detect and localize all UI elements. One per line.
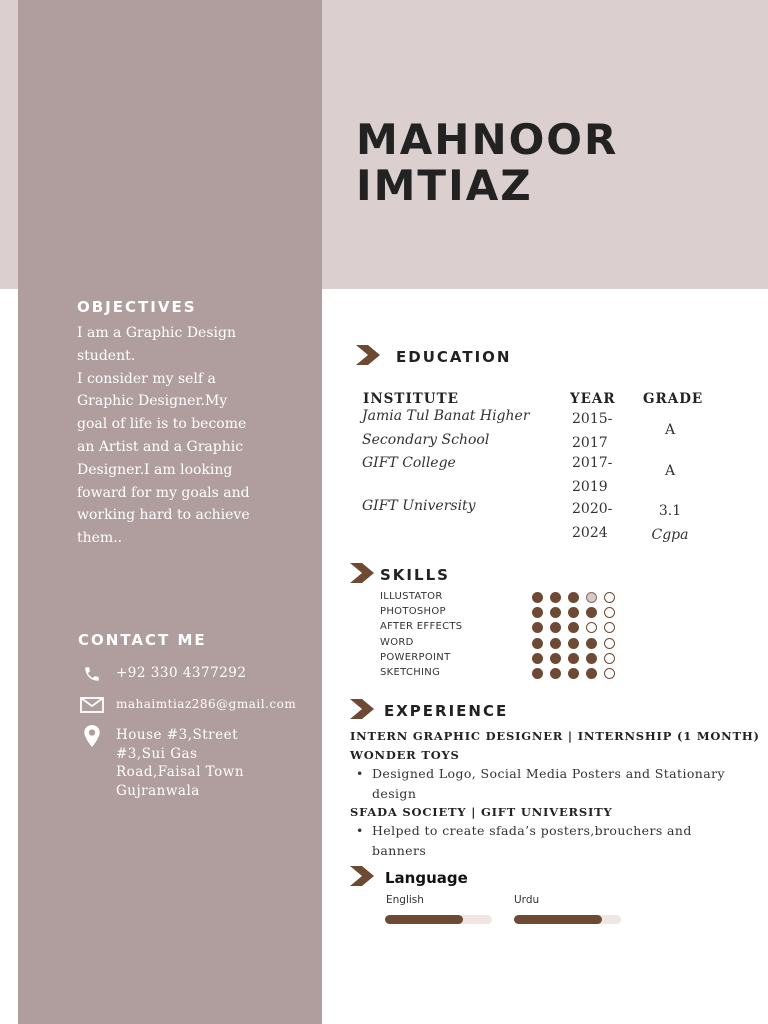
chevron-right-icon	[350, 563, 376, 587]
skill-rating	[532, 653, 622, 664]
objectives-line: Graphic Designer.My	[77, 393, 228, 410]
bullet-line: Designed Logo, Social Media Posters and Stationary	[372, 766, 725, 781]
phone-number[interactable]: +92 330 4377292	[116, 665, 247, 681]
institute-line: GIFT College	[362, 455, 456, 471]
location-pin-icon	[80, 726, 104, 746]
skill-dot	[586, 592, 597, 603]
contact-heading: CONTACT ME	[78, 631, 207, 649]
contact-email	[80, 695, 296, 715]
skill-dot	[568, 653, 579, 664]
year-line: 2020-	[572, 501, 613, 517]
objectives-heading: OBJECTIVES	[77, 298, 197, 316]
institute-line: GIFT University	[362, 498, 476, 514]
experience-title: WONDER TOYS	[350, 748, 460, 762]
skill-rating	[532, 622, 622, 633]
skill-name: WORD	[380, 636, 414, 648]
skill-dot	[550, 638, 561, 649]
objectives-line: Designer.I am looking	[77, 461, 233, 478]
skill-dot	[604, 622, 615, 633]
language-bar-english	[385, 915, 492, 924]
skill-dot	[532, 653, 543, 664]
language-name: English	[386, 894, 424, 906]
chevron-right-icon	[350, 866, 376, 890]
skill-rating	[532, 607, 622, 618]
phone-icon	[80, 664, 104, 684]
grade-line: A	[664, 463, 676, 479]
skill-dot	[586, 622, 597, 633]
language-heading: Language	[385, 869, 468, 887]
envelope-icon	[80, 695, 104, 715]
contact-phone	[80, 664, 246, 684]
experience-title: INTERN GRAPHIC DESIGNER | INTERNSHIP (1 MONTH)	[350, 729, 760, 743]
skill-dot	[568, 607, 579, 618]
language-bar-fill	[385, 915, 463, 924]
skill-dot	[550, 592, 561, 603]
institute-line: Secondary School	[362, 431, 490, 448]
address-line: House #3,Street	[116, 727, 239, 743]
language-name: Urdu	[514, 894, 540, 906]
education-section-header	[356, 345, 511, 369]
skill-dot	[532, 668, 543, 679]
skill-name: PHOTOSHOP	[380, 606, 446, 618]
objectives-text	[77, 322, 282, 550]
grade-line: Cgpa	[651, 526, 689, 543]
education-col-grade: GRADE	[643, 391, 704, 407]
institute-line: Jamia Tul Banat Higher	[362, 408, 530, 424]
skill-rating	[532, 668, 622, 679]
year-line: 2019	[572, 478, 608, 495]
year-line: 2024	[572, 524, 608, 541]
education-year	[572, 498, 612, 545]
objectives-line: foward for my goals and	[77, 484, 250, 501]
skill-dot	[550, 622, 561, 633]
skill-dot	[604, 653, 615, 664]
education-institute	[362, 452, 456, 476]
skill-dot	[586, 668, 597, 679]
education-institute	[362, 405, 530, 452]
skill-dot	[532, 607, 543, 618]
education-grade	[642, 500, 698, 547]
language-section-header	[350, 866, 468, 890]
language-bar-fill	[514, 915, 602, 924]
experience-title: SFADA SOCIETY | GIFT UNIVERSITY	[350, 805, 613, 819]
skill-dot	[604, 638, 615, 649]
skill-name: AFTER EFFECTS	[380, 621, 463, 633]
skill-dot	[568, 668, 579, 679]
contact-address	[80, 726, 244, 800]
skill-rating	[532, 638, 622, 649]
skill-name: SKETCHING	[380, 667, 441, 678]
education-grade	[642, 460, 698, 484]
year-line: 2015-	[572, 411, 613, 427]
language-bar-urdu	[514, 915, 621, 924]
skills-heading: SKILLS	[380, 566, 450, 584]
skill-rating	[532, 592, 622, 603]
skill-dot	[568, 638, 579, 649]
skill-dot	[586, 653, 597, 664]
objectives-line: goal of life is to become	[77, 416, 247, 433]
skill-name: ILLUSTATOR	[380, 591, 443, 602]
bullet-icon: •	[356, 766, 364, 781]
experience-heading: EXPERIENCE	[384, 702, 509, 720]
year-line: 2017-	[572, 455, 613, 471]
education-institute	[362, 495, 476, 519]
experience-section-header	[350, 699, 508, 723]
skill-dot	[604, 668, 615, 679]
education-year	[572, 408, 612, 455]
bullet-line: Helped to create sfada’s posters,brouchers and	[372, 823, 692, 838]
objectives-line: I consider my self a	[77, 370, 216, 387]
bullet-icon: •	[356, 823, 364, 838]
objectives-line: an Artist and a Graphic	[77, 438, 244, 455]
grade-line: A	[664, 422, 676, 438]
address-line: Gujranwala	[116, 782, 200, 799]
address-text	[116, 726, 244, 800]
experience-bullet	[356, 764, 756, 803]
education-col-year: YEAR	[570, 391, 616, 407]
address-line: #3,Sui Gas	[116, 745, 198, 762]
email-address[interactable]: mahaimtiaz286@gmail.com	[116, 697, 297, 711]
skill-dot	[532, 592, 543, 603]
education-grade	[642, 419, 698, 443]
grade-line: 3.1	[658, 503, 682, 519]
chevron-right-icon	[350, 699, 376, 723]
skill-dot	[550, 668, 561, 679]
first-name: MAHNOOR	[356, 115, 619, 164]
skill-dot	[586, 638, 597, 649]
objectives-line: them..	[77, 530, 123, 547]
education-col-institute: INSTITUTE	[363, 391, 459, 407]
education-heading: EDUCATION	[396, 348, 512, 366]
bullet-line: design	[372, 785, 417, 801]
skill-dot	[532, 638, 543, 649]
experience-bullet	[356, 821, 756, 860]
skill-dot	[604, 592, 615, 603]
skill-dot	[568, 592, 579, 603]
address-line: Road,Faisal Town	[116, 764, 245, 780]
objectives-line: student.	[77, 347, 136, 364]
skill-dot	[604, 607, 615, 618]
skill-dot	[568, 622, 579, 633]
skill-dot	[550, 653, 561, 664]
last-name: IMTIAZ	[356, 161, 533, 210]
year-line: 2017	[572, 434, 608, 451]
education-year	[572, 452, 612, 499]
page-title	[356, 117, 618, 209]
skill-dot	[550, 607, 561, 618]
skill-dot	[532, 622, 543, 633]
skills-section-header	[350, 563, 450, 587]
skill-dot	[586, 607, 597, 618]
objectives-line: I am a Graphic Design	[77, 325, 236, 341]
chevron-right-icon	[356, 345, 382, 369]
bullet-line: banners	[372, 842, 427, 858]
skill-name: POWERPOINT	[380, 651, 451, 663]
objectives-line: working hard to achieve	[77, 507, 250, 524]
